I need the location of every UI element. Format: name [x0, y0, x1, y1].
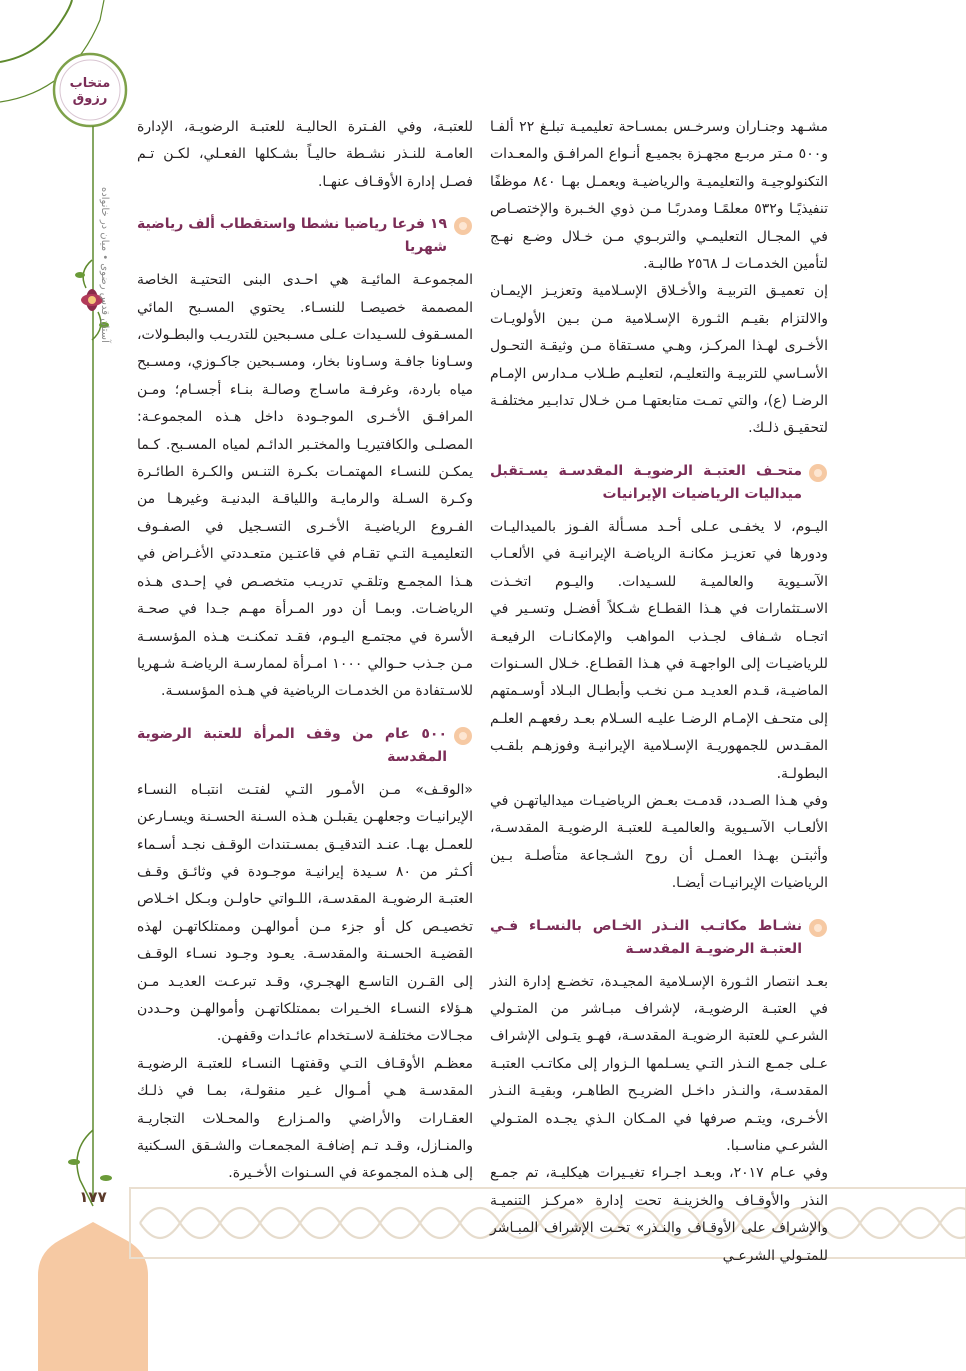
- flower-bullet-icon: [808, 463, 828, 483]
- paragraph: اليـوم، لا يخفـى عـلى أحـد مسـألة الفـوز بالميداليـات ودورها في تعزيـز مكانـة الرياضـة الإيرانيـة في الألعـاب الآسـيوية والعالميـة للسـيدات. واليـوم اتخـذت الاسـتثمارات في هـذا القطـاع شـكلاً أفضـل وتسـير في اتجـاه شـفاف لجـذب المواهب والإمكانـات الرفيعـة للرياضيـات إلى الواجهـة في هـذا القطـاع. خـلال السـنوات الماضيـة، قـدم العديـد مـن نخـب وأبطـال البـلاد أوسـمتهم إلى متحـف الإمـام الرضـا عليـه السـلام بعـد رفعهـم العلـم المقـدس للجمهوريـة الإسـلامية الإيرانيـة وفوزهـم بلقـب البطولـة.: [490, 518, 828, 782]
- heading-text: ٥٠٠ عام من وقف المرأة للعتبة الرضوية المقدسة: [137, 725, 447, 765]
- page-number: ١٧٧: [79, 1188, 107, 1206]
- section-heading: [137, 213, 473, 259]
- paragraph: وفي هـذا الصـدد، قدمـت بعـض الرياضيـات ميدالياتهـن في الألعـاب الآسـيوية والعالميـة للعتبـة الرضويـة المقدسـة، وأثبتـن بهـذا العمـل أن روح الشـجاعة متأصلـة بـين الرياضيات الإيرانيـات أيضـا.: [490, 792, 828, 892]
- heading-text: ١٩ فرعا رياضيا نشطا واستقطاب ألف رياضية شهريا: [137, 216, 447, 256]
- section-heading: [137, 723, 473, 769]
- flower-bullet-icon: [453, 216, 473, 236]
- paragraph: بعـد انتصار الثـورة الإسـلامية المجيـدة، تخضـع إدارة النذر في العتبـة الرضويـة، لإشراف مبـاشر من المتـولي الشرعـي للعتبة الرضويـة المقدسـة، فهـو يتـولى الإشراف عـلى جمـع النـذر التـي يسـلمها الـزوار إلى مكاتـب العتبـة المقدسـة، والنـذر داخـل الضريـح الطاهـر، وبقيـة النـذر الأخـرى، ويتـم صرفها في المـكان الـذي يجـده المتـولي الشرعـي مناسـبا.: [490, 973, 828, 1154]
- paragraph: معظـم الأوقـاف التـي وقفتهـا النسـاء للعتبـة الرضويـة المقدسـة هـي أمـوال غـير منقولـة، بمـا في ذلـك العقـارات والأراضي والمـزارع والمحـلات التجاريـة والمنـازل، وقـد تـم إضافـة المجمعـات والشـقق السـكنية إلى هـذه المجموعة في السـنوات الأخـيرة.: [137, 1055, 473, 1182]
- flower-bullet-icon: [808, 918, 828, 938]
- paragraph: المجموعـة المائيـة هي احـدى البنى التحتيـة الخاصة المصممة خصيصـا للنسـاء. يحتوي المسـبح المائي المسـقوف للسـيدات عـلى مسـبحين للتدريـب والبطـولات، وسـاونا جافـة وسـاونا بخار، ومسـبحين جاكـوزي، ومسـبح مياه باردة، وغرفـة ماسـاج وصالـة بنـاء أجسـام؛ ومـن المرافـق الأخـرى الموجـودة داخل هـذه المجموعـة: المصلـى والكافتيريـا والمختـبر الدائـم لمياه المسـبح. كـما يمكـن للنسـاء المهتمـات بكـرة التنـس والكـرة الطائـرة وكـرة السـلة والرمايـة واللياقـة البدنيـة وغيرهـا من الفـروع الرياضيـة الأخـرى التسـجيل في الصفـوف التعليميـة التـي تقـام في قاعتـين متعـددتي الأغـراض في هـذا المجمـع وتلقـي تدريـب متخصـص في إحـدى هـذه الرياضـات. وبمـا أن دور المـرأة مهـم جـدا في صحـة الأسرة في مجتمـع اليـوم، فقـد تمكنـت هـذه المؤسسـة مـن جـذب حـوالي ١٠٠٠ امـرأة لممارسـة الرياضـة شـهريا للاسـتفادة من الخدمـات الرياضية في هـذه المؤسسـة.: [137, 272, 473, 700]
- paragraph: للعتبـة، وفي الفـترة الحاليـة للعتبـة الرضويـة، الإدارة العامـة للنـذر نشـطة حاليـاً بشـكلها الفعـلي، لكـن تـم فصـل إدارة الأوقـاف عنهـا.: [137, 119, 473, 190]
- paragraph: «الوقـف» مـن الأمـور التـي لفتـت انتبـاه النسـاء الإيرانيـات وجعلهـن يقبلـن هـذه السـنة الحسـنة ويسـارعن للعمـل بهـا. عنـد التدقيـق بمسـتندات الوقـف نجـد أسـماء أكـثر من ٨٠ سـيدة إيرانيـة موجـودة في وثائـق وقـف العتبـة الرضويـة المقدسـة، اللـواتي حاولـن وبـكل اخـلاص تخصيـص كل أو جزء مـن أموالهـن وممتلكاتهـن لهذه القضيـة الحسـنة والمقدسـة. يعـود وجـود نسـاء الوقـف إلى القـرن التاسـع الهجـري، وقـد تبرعـت العديـد مـن هـؤلاء النسـاء الخـيرات بممتلكاتهـن وأموالهـن وحـددن مجـالات مختلفـة لاسـتخدام عائـدات وقفهـن.: [137, 781, 473, 1045]
- paragraph: مشـهد وجنـاران وسرخـس بمسـاحة تعليميـة تبلـغ ٢٢ ألفـا و٥٠٠ مـتر مربـع مجهـزة بجميـع أنـواع المرافـق والمعـدات التكنولوجيـة والتعليميـة والرياضيـة ويعمـل بهـا ٨٤٠ موظفًا تنفيذيًـا و٥٣٢ معلمًـا ومدربًـا مـن ذوي الخـبرة والإختصـاص في المجـال التعليمـي والتربـوي مـن خـلال وضـع نهـج لتأمين الخدمـات لـ ٢٥٦٨ طالبـة.: [490, 119, 829, 273]
- paragraph: وفي عـام ٢٠١٧، وبعـد اجـراء تغيـيرات هيكليـة، تم جمـع النذر والأوقـاف والخزينـة تحت إدارة «مركـز التنميـة والإشراف على الأوقـاف والنـذر» تحـت الإشراف المبـاشر للمتـولي الشرعـي: [490, 1165, 828, 1264]
- section-heading: [490, 460, 828, 506]
- paragraph: إن تعميـق التربيـة والأخـلاق الإسـلامية وتعزيـز الإيمـان والالتزام بقيـم الثـورة الإسـلامية مـن بـين الأولويـات الأخـرى لهـذا المركـز، وهـي مسـتقاة مـن وثيقـة التحـول الأسـاسي للتربيـة والتعليـم، لتعليـم طـلاب مـدارس الإمـام الرضـا (ع)، والتي تمـت متابعتهـا مـن خـلال تدابـير مختلفـة لتحقيـق ذلـك.: [490, 283, 828, 437]
- logo-text: متخاب رزوق: [69, 76, 111, 106]
- section-heading: [490, 915, 828, 961]
- heading-text: نشـاط مكاتـب النـذر الخـاص بالنسـاء فـي العتبـة الرضويـة المقدسـة: [490, 917, 802, 957]
- right-column: [490, 114, 828, 1270]
- side-label: آستان قدس رضوی • میان در خانواده: [99, 187, 110, 343]
- heading-text: متحـف العتبـة الرضويـة المقدسـة يسـتقبل ميداليات الرياضيات الإيرانيات: [490, 462, 802, 502]
- flower-bullet-icon: [453, 726, 473, 746]
- left-column: [137, 114, 473, 1188]
